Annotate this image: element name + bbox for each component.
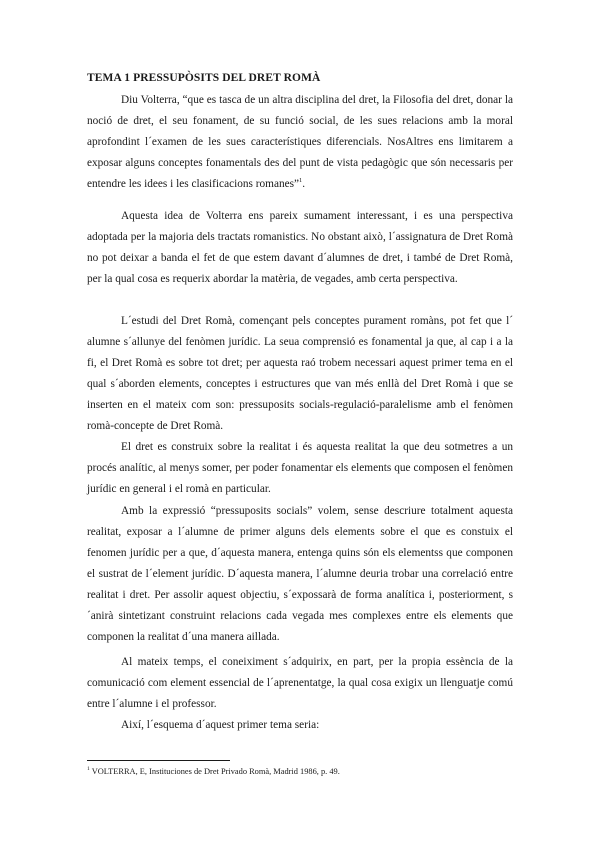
footnote-number: 1 xyxy=(87,766,90,773)
chapter-title: TEMA 1 PRESSUPÒSITS DEL DRET ROMÀ xyxy=(87,72,321,84)
paragraph-4: El dret es construix sobre la realitat i és aquesta realitat la que deu sotmetres a un procés analític, al menys somer, per poder fonamentar els elements que composen el fenòmen jurídic en general i el romà en particular. xyxy=(87,441,513,495)
paragraph-5: Amb la expressió “pressuposits socials” volem, sense descriure totalment aquesta realitat, exposar a l´alumne de primer alguns dels elements sobre el que es constuix el fenomen jurídic per a que, d´aquesta manera, entenga quins són els elementss que componen el sustrat de l´element jurídic. D´aquesta manera, l´alumne deuria trobar una correlació entre realitat i dret. Per assolir aquest objectiu, s´expossarà de forma analítica i, posteriorment, s´anirà sintetizant construint relacions cada vegada mes complexes entre els elements que componen la realitat d´una manera aillada. xyxy=(87,505,513,643)
footnote-reference[interactable]: 1 xyxy=(299,177,303,185)
paragraph-1-end: . xyxy=(302,178,306,190)
paragraph-7: Així, l´esquema d´aquest primer tema seria: xyxy=(121,719,320,731)
footnote-text: VOLTERRA, E, Instituciones de Dret Privado Romà, Madrid 1986, p. 49. xyxy=(91,767,340,776)
footnote xyxy=(87,766,513,778)
paragraph-3: L´estudi del Dret Romà, començant pels conceptes purament romàns, pot fet que l´ alumne s´allunye del fenòmen jurídic. La seua comprensió es fonamental ja que, al cap i a la fi, el Dret Romà es sobre tot dret; per aquesta raó trobem necessari aquest primer tema en el qual s´aborden elements, conceptes i estructures que van més enllà del Dret Romà i que se inserten en el mateix com son: pressuposits socials-regulació-paralelisme amb el fenòmen romà-concepte de Dret Romà. xyxy=(87,315,513,432)
footnote-separator xyxy=(87,760,230,761)
paragraph-1-text: Diu Volterra, “que es tasca de un altra disciplina del dret, la Filosofia del dret, donar la noció de dret, el seu fonament, de su funció social, de les sues relacions amb la moral aprofondint l´examen de les sues característiques diferencials. NosAltres ens limitarem a exposar alguns conceptes fonamentals des del punt de vista pedagògic que són necessaris per entendre les idees i les clasificacions romanes” xyxy=(87,94,513,190)
paragraph-2: Aquesta idea de Volterra ens pareix sumament interessant, i es una perspectiva adoptada per la majoria dels tractats romanistics. No obstant això, l´assignatura de Dret Romà no pot deixar a banda el fet de que estem davant d´alumnes de dret, i també de Dret Romà, per la qual cosa es requerix abordar la matèria, de vegades, amb certa perspectiva. xyxy=(87,210,513,285)
paragraph-1 xyxy=(87,90,513,195)
paragraph-6: Al mateix temps, el coneiximent s´adquirix, en part, per la propia essència de la comunicació com element essencial de l´aprenentatge, la qual cosa exigix un llenguatje comú entre l´alumne i el professor. xyxy=(87,656,513,710)
